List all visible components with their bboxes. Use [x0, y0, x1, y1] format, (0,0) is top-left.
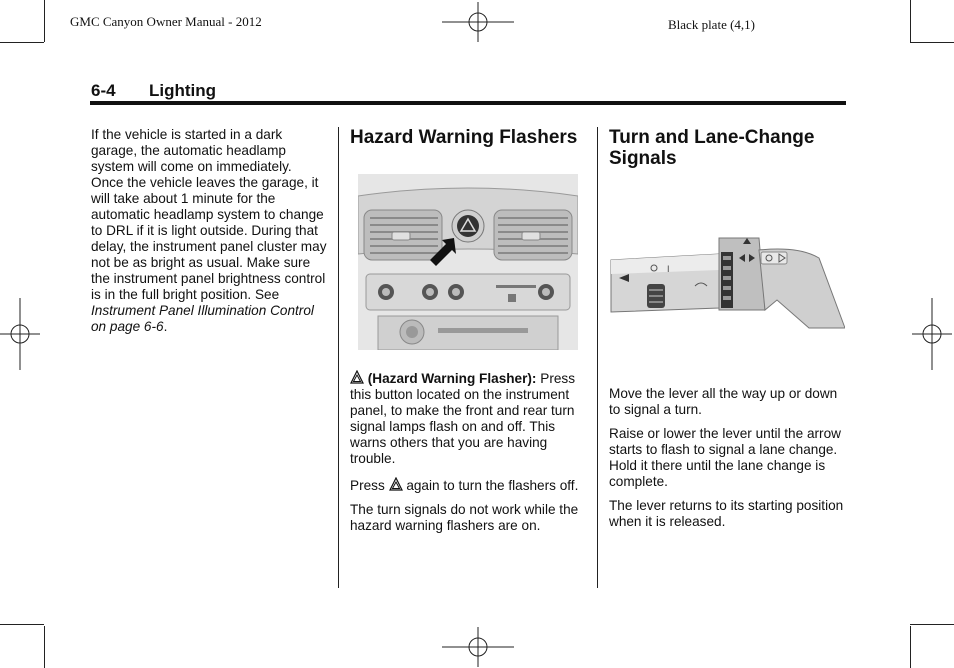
section-heading: Turn and Lane-Change Signals — [609, 127, 815, 169]
crop-mark — [910, 42, 954, 43]
registration-crosshair-icon — [0, 298, 40, 370]
section-heading: Hazard Warning Flashers — [350, 127, 578, 148]
section-title: Lighting — [149, 81, 217, 100]
paragraph-text: Press — [350, 478, 385, 493]
crop-mark — [44, 0, 45, 42]
registration-crosshair-icon — [912, 298, 952, 370]
hazard-description — [350, 370, 582, 542]
paragraph: The turn signals do not work while the hazard warning flashers are on. — [350, 502, 579, 533]
hazard-label: (Hazard Warning Flasher): — [367, 371, 537, 386]
paragraph — [350, 370, 582, 467]
hazard-triangle-icon — [350, 370, 364, 384]
paragraph-text: If the vehicle is started in a dark garage, the automatic headlamp system will come on immediately. Once the vehicle leaves the garage, it will take about 1 minute for the automatic headlamp system to change to DRL if it is light outside. During that delay, the instrument panel cluster may not be as bright as usual. Make sure the instrument panel brightness control is in the full bright position. See — [91, 127, 327, 302]
registration-crosshair-icon — [442, 2, 514, 42]
header-rule — [90, 101, 846, 105]
paragraph-text: Press this button located on the instrument panel, to make the front and rear turn signal lamps flash on and off. This warns others that you are having trouble. — [350, 371, 575, 466]
column-divider — [597, 127, 598, 588]
paragraph: The lever returns to its starting position when it is released. — [609, 498, 844, 529]
hazard-button-illustration — [358, 174, 578, 350]
plate-label: Black plate (4,1) — [668, 17, 755, 32]
paragraph — [350, 477, 582, 494]
crop-mark — [910, 0, 911, 42]
section-number: 6-4 — [91, 81, 116, 100]
crop-mark — [910, 624, 954, 625]
section-header — [91, 81, 216, 101]
paragraph — [91, 127, 327, 335]
crop-mark — [0, 42, 44, 43]
column-divider — [338, 127, 339, 588]
cross-reference-link[interactable]: Instrument Panel Illumination Control on page 6-6 — [91, 303, 314, 334]
crop-mark — [0, 624, 44, 625]
paragraph-text: . — [163, 319, 168, 334]
paragraph-text: again to turn the flashers off. — [406, 478, 579, 493]
crop-mark — [44, 626, 45, 668]
turn-signal-description — [609, 386, 845, 538]
turn-signal-lever-illustration — [609, 230, 845, 330]
paragraph: Raise or lower the lever until the arrow starts to flash to signal a lane change. Hold it there until the lane change is complete. — [609, 426, 841, 489]
column-right — [609, 127, 845, 169]
paragraph: Move the lever all the way up or down to signal a turn. — [609, 386, 838, 417]
hazard-triangle-icon — [389, 477, 403, 491]
crop-mark — [910, 626, 911, 668]
registration-crosshair-icon — [442, 627, 514, 667]
column-middle — [350, 127, 582, 148]
svg-text:I: I — [667, 264, 670, 274]
column-left — [91, 127, 327, 343]
manual-title: GMC Canyon Owner Manual - 2012 — [70, 14, 262, 29]
